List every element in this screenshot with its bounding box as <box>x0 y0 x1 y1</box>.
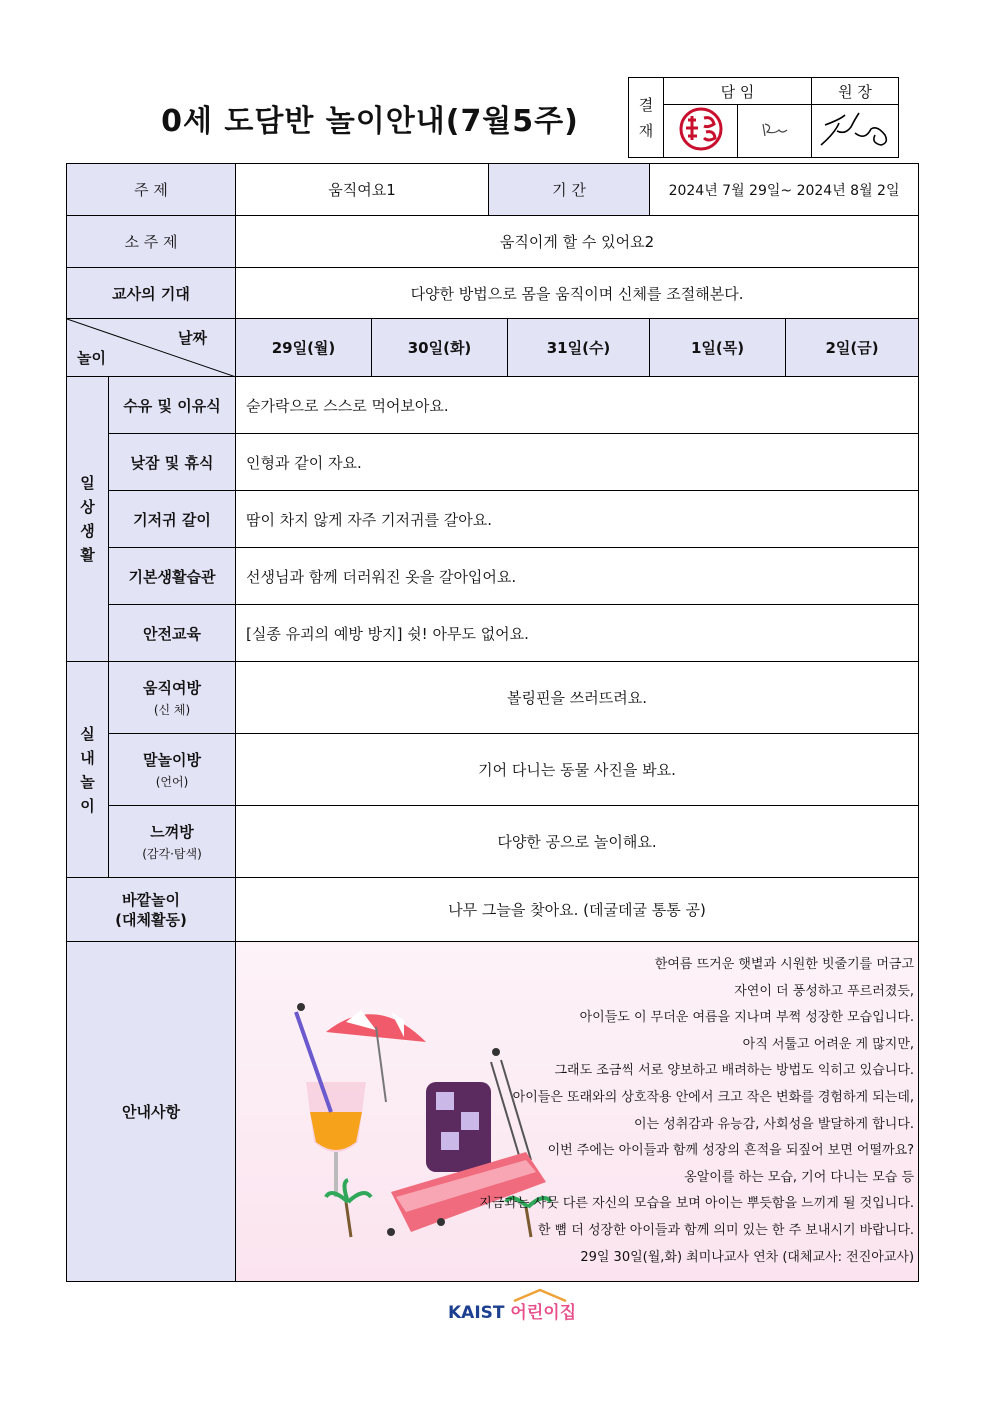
theme-label: 주 제 <box>67 164 236 216</box>
indoor-row-value: 볼링핀을 쓰러뜨려요. <box>236 662 919 734</box>
outdoor-label-2: (대체활동) <box>115 910 187 929</box>
teacher-signature <box>738 105 812 158</box>
logo-kaist: KAIST <box>448 1303 505 1323</box>
red-seal-icon <box>668 106 734 152</box>
daily-row-value: 땀이 차지 않게 자주 기저귀를 갈아요. <box>236 491 919 548</box>
theme-value: 움직여요1 <box>236 164 489 216</box>
daily-life-char: 상 <box>80 498 95 516</box>
indoor-play-group <box>67 662 109 878</box>
indoor-char: 내 <box>80 748 95 767</box>
daily-row-label: 기저귀 갈이 <box>109 491 236 548</box>
signature-icon <box>755 114 795 144</box>
date-label: 날짜 <box>178 329 207 347</box>
daily-life-group <box>67 377 109 662</box>
notice-line: 아이들은 또래와의 상호작용 안에서 크고 작은 변화를 경험하게 되는데, <box>512 1089 915 1105</box>
expectation-label: 교사의 기대 <box>67 268 236 319</box>
notice-line: 이번 주에는 아이들과 함께 성장의 흔적을 되짚어 보면 어떨까요? <box>547 1143 915 1159</box>
notice-line: 그래도 조금씩 서로 양보하고 배려하는 방법도 익히고 있습니다. <box>554 1063 915 1079</box>
indoor-label-sub: (언어) <box>155 775 189 789</box>
notice-line: 한 뼘 더 성장한 아이들과 함께 의미 있는 한 주 보내시기 바랍니다. <box>537 1222 915 1238</box>
indoor-label-text: 느껴방 <box>150 823 194 841</box>
notice-line: 한여름 뜨거운 햇볕과 시원한 빗줄기를 머금고 <box>654 957 915 972</box>
notice-line: 자연이 더 풍성하고 푸르러졌듯, <box>734 983 915 999</box>
indoor-char: 이 <box>80 796 95 815</box>
day-header-3: 31일(수) <box>508 319 650 377</box>
indoor-row-label <box>109 662 236 734</box>
indoor-label-sub: (신 체) <box>153 703 191 717</box>
day-header-2: 30일(화) <box>372 319 508 377</box>
daily-row-label: 낮잠 및 휴식 <box>109 434 236 491</box>
outdoor-label-1: 바깥놀이 <box>122 890 180 909</box>
daily-row-value: 선생님과 함께 더러워진 옷을 갈아입어요. <box>236 548 919 605</box>
expectation-value: 다양한 방법으로 몸을 움직이며 신체를 조절해본다. <box>236 268 919 319</box>
period-label: 기 간 <box>489 164 650 216</box>
indoor-label-text: 말놀이방 <box>143 751 201 769</box>
day-header-4: 1일(목) <box>650 319 786 377</box>
approval-label <box>629 78 664 158</box>
notice-lines <box>479 952 914 1271</box>
indoor-row-label <box>109 734 236 806</box>
notice-line: 지금과는 사뭇 다른 자신의 모습을 보며 아이는 뿌듯함을 느끼게 될 것입니다. <box>479 1196 915 1212</box>
homeroom-header: 담 임 <box>664 78 812 105</box>
indoor-row-value: 기어 다니는 동물 사진을 봐요. <box>236 734 919 806</box>
notice-line: 이는 성취감과 유능감, 사회성을 발달하게 합니다. <box>633 1116 915 1132</box>
daily-row-value: 숟가락으로 스스로 먹어보아요. <box>236 377 919 434</box>
daily-row-value: [실종 유괴의 예방 방지] 쉿! 아무도 없어요. <box>236 605 919 662</box>
daily-row-value: 인형과 같이 자요. <box>236 434 919 491</box>
plan-table <box>66 163 919 1282</box>
daily-life-char: 일 <box>80 474 95 492</box>
date-play-header <box>67 319 236 377</box>
notice-content <box>236 942 919 1282</box>
director-header: 원 장 <box>812 78 899 105</box>
daily-row-label: 수유 및 이유식 <box>109 377 236 434</box>
subtheme-label: 소 주 제 <box>67 216 236 268</box>
teacher-seal <box>664 105 738 158</box>
period-value: 2024년 7월 29일~ 2024년 8월 2일 <box>650 164 919 216</box>
daily-life-char: 생 <box>80 522 95 540</box>
subtheme-value: 움직이게 할 수 있어요2 <box>236 216 919 268</box>
indoor-char: 놀 <box>80 772 95 791</box>
house-roof-icon <box>510 1288 570 1302</box>
notice-line: 29일 30일(월,화) 최미나교사 연차 (대체교사: 전진아교사) <box>580 1249 915 1265</box>
notice-label: 안내사항 <box>67 942 236 1282</box>
director-signature <box>812 105 899 158</box>
indoor-row-value: 다양한 공으로 놀이해요. <box>236 806 919 878</box>
daily-life-char: 활 <box>80 546 95 564</box>
approval-label-gyeol: 결 <box>638 95 654 114</box>
daily-row-label: 기본생활습관 <box>109 548 236 605</box>
day-header-1: 29일(월) <box>236 319 372 377</box>
indoor-label-sub: (감각·탐색) <box>142 847 202 861</box>
indoor-char: 실 <box>80 724 95 743</box>
notice-line: 옹알이를 하는 모습, 기어 다니는 모습 등 <box>684 1169 915 1185</box>
outdoor-value: 나무 그늘을 찾아요. (데굴데굴 통통 공) <box>236 878 919 942</box>
page-title: 0세 도담반 놀이안내(7월5주) <box>161 104 579 139</box>
indoor-row-label <box>109 806 236 878</box>
approval-label-jae: 재 <box>638 121 654 140</box>
kaist-logo <box>448 1298 576 1323</box>
day-header-5: 2일(금) <box>786 319 919 377</box>
approval-box <box>628 77 899 158</box>
play-label: 놀이 <box>77 349 106 367</box>
notice-line: 아이들도 이 무더운 여름을 지나며 부쩍 성장한 모습입니다. <box>579 1010 915 1026</box>
notice-line: 아직 서툴고 어려운 게 많지만, <box>742 1036 915 1052</box>
outdoor-label <box>67 878 236 942</box>
indoor-label-text: 움직여방 <box>143 679 201 697</box>
director-signature-icon <box>815 105 895 153</box>
daily-row-label: 안전교육 <box>109 605 236 662</box>
logo-name: 어린이집 <box>510 1303 577 1323</box>
